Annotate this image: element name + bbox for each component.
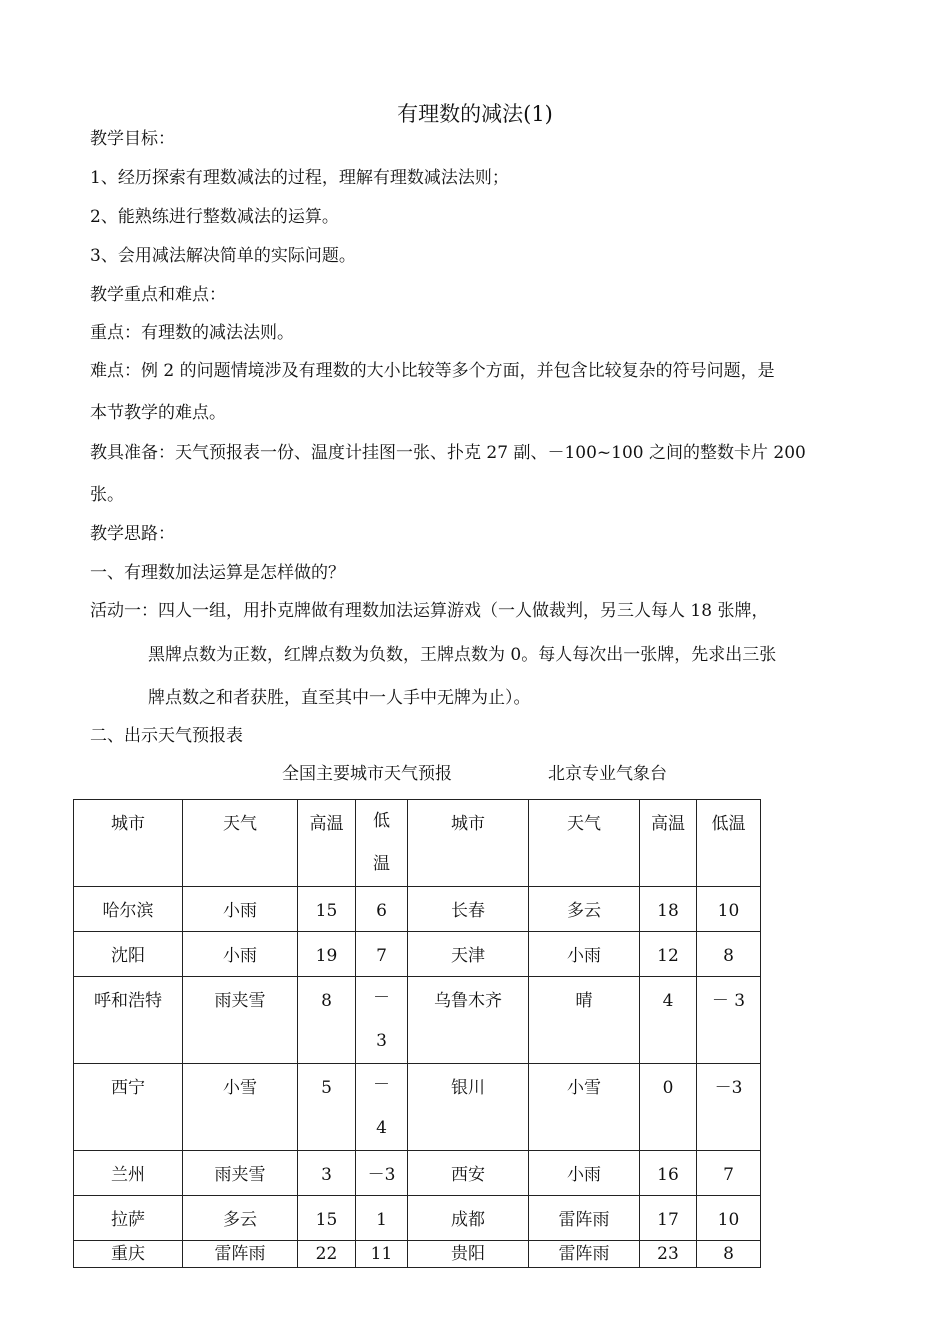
cell-low: 8 (697, 932, 761, 977)
cell-weather: 小雨 (183, 887, 298, 932)
cell-weather: 雷阵雨 (529, 1241, 640, 1268)
step-two-heading: 二、出示天气预报表 (90, 726, 243, 746)
materials-line-2: 张。 (90, 485, 124, 505)
cell-low: －4 (356, 1064, 408, 1151)
cell-weather: 多云 (183, 1196, 298, 1241)
table-row (74, 887, 761, 932)
activity-line-1: 活动一：四人一组，用扑克牌做有理数加法运算游戏（一人做裁判，另三人每人 18 张牌， (90, 601, 769, 621)
cell-city: 拉萨 (74, 1196, 183, 1241)
section-heading-objectives: 教学目标： (90, 129, 175, 149)
cell-weather: 雷阵雨 (183, 1241, 298, 1268)
cell-low: 7 (697, 1151, 761, 1196)
cell-weather: 晴 (529, 977, 640, 1064)
cell-city: 哈尔滨 (74, 887, 183, 932)
header-city: 城市 (74, 800, 183, 887)
key-point: 重点：有理数的减法法则。 (90, 323, 294, 343)
materials-line-1: 教具准备：天气预报表一份、温度计挂图一张、扑克 27 副、－100~100 之间的整数卡片 200 (90, 443, 806, 463)
header-city: 城市 (408, 800, 529, 887)
cell-low: － 3 (697, 977, 761, 1064)
cell-weather: 小雪 (183, 1064, 298, 1151)
step-one-heading: 一、有理数加法运算是怎样做的？ (90, 563, 345, 583)
cell-low: 11 (356, 1241, 408, 1268)
cell-city: 兰州 (74, 1151, 183, 1196)
cell-city: 天津 (408, 932, 529, 977)
cell-high: 0 (640, 1064, 697, 1151)
cell-city: 银川 (408, 1064, 529, 1151)
cell-city: 贵阳 (408, 1241, 529, 1268)
header-high: 高温 (640, 800, 697, 887)
cell-high: 22 (298, 1241, 356, 1268)
cell-city: 沈阳 (74, 932, 183, 977)
activity-line-2: 黑牌点数为正数，红牌点数为负数，王牌点数为 0。每人每次出一张牌，先求出三张 (148, 645, 777, 665)
cell-low: 8 (697, 1241, 761, 1268)
table-row (74, 932, 761, 977)
table-row (74, 977, 761, 1064)
objective-1: 1、经历探索有理数减法的过程，理解有理数减法法则； (90, 168, 509, 188)
difficulty-line-1: 难点：例 2 的问题情境涉及有理数的大小比较等多个方面，并包含比较复杂的符号问题，是 (90, 361, 775, 381)
table-caption-right: 北京专业气象台 (548, 764, 667, 784)
cell-weather: 小雨 (529, 932, 640, 977)
table-row (74, 1151, 761, 1196)
cell-low: －3 (356, 977, 408, 1064)
cell-high: 4 (640, 977, 697, 1064)
header-high: 高温 (298, 800, 356, 887)
cell-city: 西宁 (74, 1064, 183, 1151)
cell-city: 西安 (408, 1151, 529, 1196)
cell-low: 10 (697, 887, 761, 932)
cell-weather: 小雨 (183, 932, 298, 977)
section-heading-key-points: 教学重点和难点： (90, 285, 226, 305)
cell-city: 重庆 (74, 1241, 183, 1268)
objective-2: 2、能熟练进行整数减法的运算。 (90, 207, 339, 227)
cell-weather: 小雪 (529, 1064, 640, 1151)
cell-weather: 雨夹雪 (183, 1151, 298, 1196)
section-heading-approach: 教学思路： (90, 524, 175, 544)
cell-weather: 小雨 (529, 1151, 640, 1196)
cell-low: 10 (697, 1196, 761, 1241)
cell-low: 1 (356, 1196, 408, 1241)
header-weather: 天气 (529, 800, 640, 887)
cell-weather: 雨夹雪 (183, 977, 298, 1064)
activity-line-3: 牌点数之和者获胜，直至其中一人手中无牌为止）。 (148, 688, 531, 708)
cell-city: 长春 (408, 887, 529, 932)
cell-city: 成都 (408, 1196, 529, 1241)
table-caption-left: 全国主要城市天气预报 (282, 764, 452, 784)
table-row (74, 1241, 761, 1268)
cell-high: 12 (640, 932, 697, 977)
cell-high: 19 (298, 932, 356, 977)
objective-3: 3、会用减法解决简单的实际问题。 (90, 246, 356, 266)
weather-table (73, 799, 761, 1268)
cell-high: 15 (298, 1196, 356, 1241)
cell-high: 18 (640, 887, 697, 932)
cell-city: 乌鲁木齐 (408, 977, 529, 1064)
cell-low: 6 (356, 887, 408, 932)
cell-city: 呼和浩特 (74, 977, 183, 1064)
cell-high: 23 (640, 1241, 697, 1268)
cell-weather: 多云 (529, 887, 640, 932)
table-header-row (74, 800, 761, 887)
cell-high: 16 (640, 1151, 697, 1196)
table-row (74, 1064, 761, 1151)
header-weather: 天气 (183, 800, 298, 887)
cell-weather: 雷阵雨 (529, 1196, 640, 1241)
page-title: 有理数的减法(1) (397, 102, 553, 126)
header-low: 低温 (356, 800, 408, 887)
cell-low: 7 (356, 932, 408, 977)
cell-high: 17 (640, 1196, 697, 1241)
difficulty-line-2: 本节教学的难点。 (90, 403, 226, 423)
cell-low: －3 (356, 1151, 408, 1196)
cell-low: －3 (697, 1064, 761, 1151)
cell-high: 3 (298, 1151, 356, 1196)
cell-high: 8 (298, 977, 356, 1064)
header-low: 低温 (697, 800, 761, 887)
cell-high: 15 (298, 887, 356, 932)
table-row (74, 1196, 761, 1241)
cell-high: 5 (298, 1064, 356, 1151)
